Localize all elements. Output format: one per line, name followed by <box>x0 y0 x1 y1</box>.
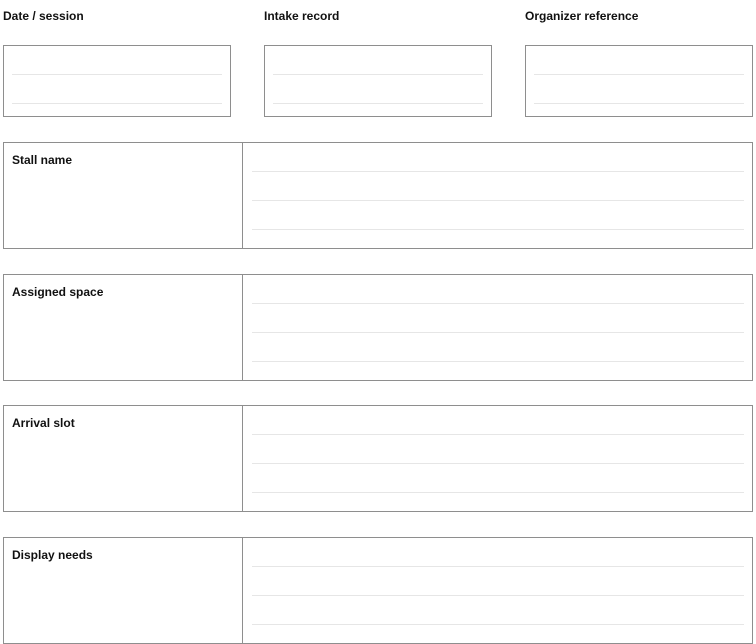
writing-line <box>12 103 222 104</box>
writing-line <box>12 74 222 75</box>
writing-line <box>252 595 744 596</box>
writing-line <box>252 171 744 172</box>
assigned-space-section <box>3 274 753 381</box>
writing-line <box>252 332 744 333</box>
stall-name-label: Stall name <box>4 143 243 248</box>
writing-line <box>252 434 744 435</box>
display-needs-section <box>3 537 753 644</box>
writing-line <box>252 492 744 493</box>
assigned-space-field[interactable] <box>244 275 752 380</box>
writing-line <box>252 303 744 304</box>
writing-line <box>252 361 744 362</box>
intake-record-field[interactable] <box>264 45 492 117</box>
stall-name-section <box>3 142 753 249</box>
organizer-reference-label: Organizer reference <box>525 9 639 23</box>
writing-line <box>252 566 744 567</box>
arrival-slot-field[interactable] <box>244 406 752 511</box>
display-needs-label: Display needs <box>4 538 243 643</box>
arrival-slot-section <box>3 405 753 512</box>
writing-line <box>252 463 744 464</box>
writing-line <box>534 74 744 75</box>
intake-record-label: Intake record <box>264 9 340 23</box>
display-needs-field[interactable] <box>244 538 752 643</box>
arrival-slot-label: Arrival slot <box>4 406 243 511</box>
stall-name-field[interactable] <box>244 143 752 248</box>
date-session-label: Date / session <box>3 9 84 23</box>
writing-line <box>252 624 744 625</box>
writing-line <box>273 74 483 75</box>
writing-line <box>252 229 744 230</box>
writing-line <box>252 200 744 201</box>
date-session-field[interactable] <box>3 45 231 117</box>
writing-line <box>273 103 483 104</box>
writing-line <box>534 103 744 104</box>
assigned-space-label: Assigned space <box>4 275 243 380</box>
organizer-reference-field[interactable] <box>525 45 753 117</box>
